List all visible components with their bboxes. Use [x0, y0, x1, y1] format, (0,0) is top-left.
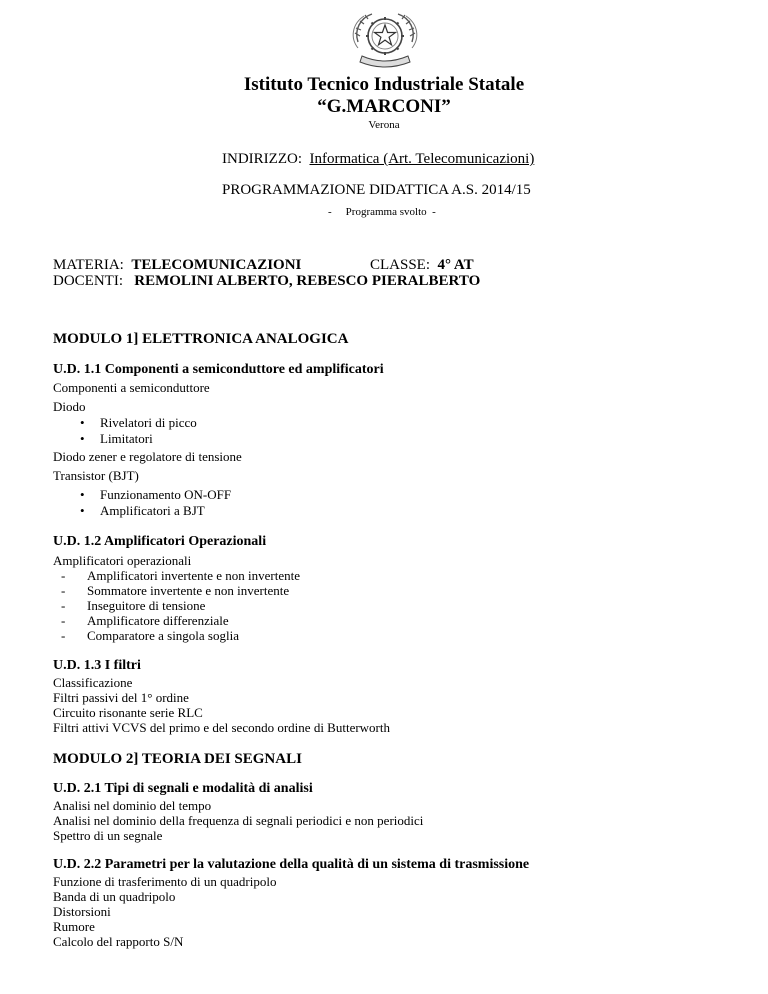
svolto-text: Programma svolto: [345, 206, 427, 218]
list-item: Diodo: [53, 399, 86, 414]
ud-title: U.D. 1.1 Componenti a semiconduttore ed amplificatori: [53, 362, 384, 377]
list-item: Banda di un quadripolo: [53, 889, 176, 904]
list-item: Diodo zener e regolatore di tensione: [53, 449, 242, 464]
list-item: Componenti a semiconduttore: [53, 380, 210, 395]
ud-title: U.D. 1.3 I filtri: [53, 658, 141, 673]
ud-title: U.D. 1.2 Amplificatori Operazionali: [53, 534, 267, 549]
svolto-dash-right: -: [432, 206, 436, 218]
classe-value: 4° AT: [437, 257, 474, 273]
bullet-mark: •: [80, 487, 85, 502]
italian-republic-emblem-icon: [340, 8, 430, 72]
indirizzo-value: Informatica (Art. Telecomunicazioni): [309, 151, 535, 167]
bullet-text: Funzionamento ON-OFF: [100, 487, 232, 502]
classe-label: CLASSE:: [370, 257, 431, 273]
dash-mark: -: [61, 628, 66, 643]
bullet-mark: •: [80, 415, 85, 430]
bullet-text: Amplificatori a BJT: [100, 503, 205, 518]
institute-name: Istituto Tecnico Industriale Statale: [243, 74, 525, 95]
list-item: Analisi nel dominio della frequenza di segnali periodici e non periodici: [53, 813, 424, 828]
bullet-mark: •: [80, 503, 85, 518]
dash-text: Amplificatore differenziale: [87, 613, 229, 628]
indirizzo-line: [222, 150, 534, 168]
bullet-mark: •: [80, 431, 85, 446]
dash-text: Comparatore a singola soglia: [87, 628, 239, 643]
module-title: MODULO 2] TEORIA DEI SEGNALI: [53, 751, 302, 767]
svolto-dash-left: -: [328, 206, 332, 218]
list-item: Distorsioni: [53, 904, 111, 919]
programma-svolto-line: [328, 205, 436, 219]
list-item: Analisi nel dominio del tempo: [53, 798, 212, 813]
ud-title: U.D. 2.2 Parametri per la valutazione della qualità di un sistema di trasmissione: [53, 857, 530, 872]
dash-text: Amplificatori invertente e non invertente: [87, 568, 300, 583]
dash-mark: -: [61, 598, 66, 613]
list-item: Transistor (BJT): [53, 468, 139, 483]
list-item: Calcolo del rapporto S/N: [53, 934, 184, 949]
docenti-line: [53, 272, 480, 290]
list-item: Amplificatori operazionali: [53, 553, 192, 568]
programmazione-title: PROGRAMMAZIONE DIDATTICA A.S. 2014/15: [222, 182, 531, 198]
list-item: Filtri passivi del 1° ordine: [53, 690, 189, 705]
ud-title: U.D. 2.1 Tipi di segnali e modalità di analisi: [53, 781, 313, 796]
dash-text: Sommatore invertente e non invertente: [87, 583, 290, 598]
list-item: Classificazione: [53, 675, 133, 690]
dash-text: Inseguitore di tensione: [87, 598, 206, 613]
indirizzo-label: INDIRIZZO:: [222, 151, 302, 167]
list-item: Filtri attivi VCVS del primo e del secondo ordine di Butterworth: [53, 720, 390, 735]
dash-mark: -: [61, 568, 66, 583]
list-item: Rumore: [53, 919, 95, 934]
module-title: MODULO 1] ELETTRONICA ANALOGICA: [53, 331, 349, 347]
docenti-label: DOCENTI:: [53, 273, 123, 289]
dash-mark: -: [61, 613, 66, 628]
docenti-value: REMOLINI ALBERTO, REBESCO PIERALBERTO: [134, 273, 481, 289]
list-item: Funzione di trasferimento di un quadripolo: [53, 874, 277, 889]
dash-mark: -: [61, 583, 66, 598]
bullet-text: Rivelatori di picco: [100, 415, 197, 430]
materia-value: TELECOMUNICAZIONI: [131, 257, 302, 273]
bullet-text: Limitatori: [100, 431, 153, 446]
institute-quoted-name: “G.MARCONI”: [317, 96, 451, 117]
institute-city: Verona: [368, 119, 400, 131]
materia-label: MATERIA:: [53, 257, 124, 273]
list-item: Spettro di un segnale: [53, 828, 163, 843]
list-item: Circuito risonante serie RLC: [53, 705, 203, 720]
